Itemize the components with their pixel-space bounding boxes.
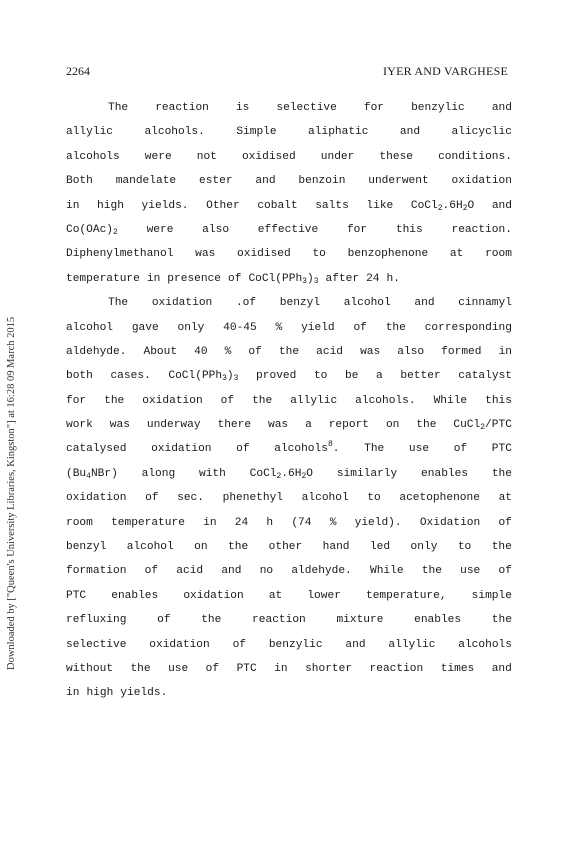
text-line: for the oxidation of the allylic alcohols. While this — [66, 394, 512, 407]
text-line: allylic alcohols. Simple aliphatic and alicyclic — [66, 126, 512, 139]
text-line: The oxidation .of benzyl alcohol and cinnamyl — [108, 297, 512, 310]
download-note: Downloaded by ["Queen's University Libraries, Kingston"] at 16:28 09 March 2015 — [6, 316, 17, 670]
text-line: alcohol gave only 40-45 % yield of the corresponding — [66, 321, 512, 334]
text-line: both cases. $CoCl(PPh_3)_3$ proved to be a better catalyst — [66, 370, 512, 384]
running-header — [66, 64, 508, 80]
text-line: benzyl alcohol on the other hand led only to the — [66, 541, 512, 554]
running-head-authors: IYER AND VARGHESE — [383, 64, 508, 78]
text-line: Diphenylmethanol was oxidised to benzophenone at room — [66, 248, 512, 261]
text-line: Both mandelate ester and benzoin underwent oxidation — [66, 175, 512, 188]
text-line: catalysed oxidation of alcohols$^8$. The use of PTC — [66, 440, 512, 456]
text-line: selective oxidation of benzylic and allylic alcohols — [66, 638, 512, 651]
text-line: aldehyde. About 40 % of the acid was also formed in — [66, 345, 512, 358]
text-line: refluxing of the reaction mixture enables the — [66, 614, 512, 627]
text-line: alcohols were not oxidised under these conditions. — [66, 150, 512, 163]
text-line: formation of acid and no aldehyde. While the use of — [66, 565, 512, 578]
text-line: temperature in presence of $CoCl(PPh_3)_3$ after 24 h. — [66, 272, 400, 286]
text-line: in high yields. — [66, 687, 168, 700]
text-line: room temperature in 24 h (74 % yield). Oxidation of — [66, 516, 512, 529]
page-number: 2264 — [66, 64, 90, 78]
text-line: in high yields. Other cobalt salts like $CoCl_2.6H_2O$ and — [66, 199, 512, 213]
text-line: $Co(OAc)_2$ were also effective for this reaction. — [66, 223, 512, 237]
text-line: $(Bu_4NBr)$ along with $CoCl_2.6H_2O$ similarly enables the — [66, 467, 512, 481]
body-text — [66, 96, 512, 706]
text-line: oxidation of sec. phenethyl alcohol to acetophenone at — [66, 492, 512, 505]
text-line: The reaction is selective for benzylic and — [108, 102, 512, 114]
text-line: without the use of PTC in shorter reaction times and — [66, 662, 512, 675]
text-line: PTC enables oxidation at lower temperature, simple — [66, 589, 512, 602]
text-line: work was underway there was a report on the CuCl$_2$/PTC — [66, 419, 512, 433]
